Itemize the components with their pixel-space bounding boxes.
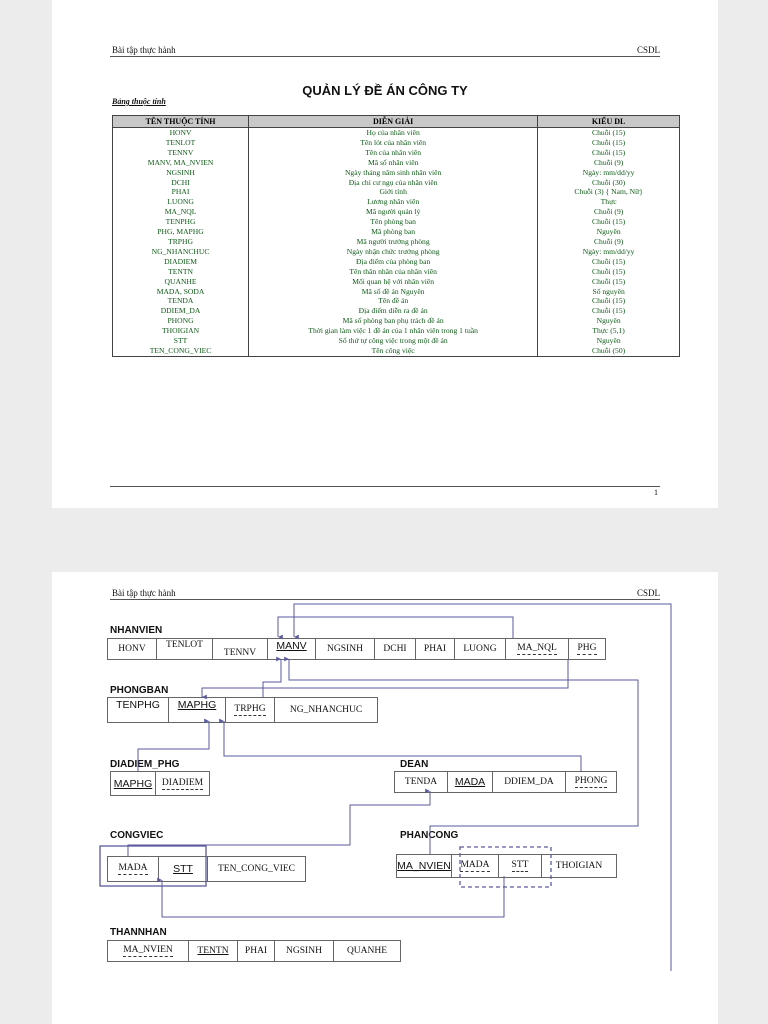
field-phg: PHG (577, 643, 597, 653)
datatype-cell: Chuỗi (9) (538, 207, 680, 217)
datatype-cell: Chuỗi (50) (538, 346, 680, 356)
entity-diadiem-phg (110, 771, 210, 796)
field-phong: PHONG (574, 776, 608, 786)
attribute-name-cell: MA_NQL (113, 207, 249, 217)
attribute-table (112, 115, 680, 357)
description-cell: Tên phòng ban (249, 217, 538, 227)
table-row (113, 178, 680, 188)
description-cell: Ngày nhận chức trưởng phòng (249, 247, 538, 257)
description-cell: Tên của nhân viên (249, 148, 538, 158)
field-dchi: DCHI (375, 639, 416, 659)
entity-name-nhanvien: NHANVIEN (110, 625, 163, 636)
field-stt: STT (511, 860, 529, 870)
table-row (113, 168, 680, 178)
description-cell: Lương nhân viên (249, 197, 538, 207)
datatype-cell: Ngày: mm/dd/yy (538, 247, 680, 257)
description-cell: Mã phòng ban (249, 227, 538, 237)
entity-name-phancong: PHANCONG (400, 830, 459, 841)
attribute-name-cell: QUANHE (113, 277, 249, 287)
field-quanhe: QUANHE (346, 946, 388, 956)
field-tenphg: TENPHG (108, 698, 169, 722)
entity-congviec (107, 856, 306, 882)
entity-thannhan (107, 940, 401, 962)
attribute-name-cell: TENDA (113, 296, 249, 306)
description-cell: Tên công việc (249, 346, 538, 356)
table-row (113, 296, 680, 306)
description-cell: Mã số phòng ban phụ trách đề án (249, 316, 538, 326)
description-cell: Mối quan hệ với nhân viên (249, 277, 538, 287)
header-rule (110, 56, 660, 57)
entity-name-dean: DEAN (400, 759, 429, 770)
table-row (113, 227, 680, 237)
attribute-name-cell: TRPHG (113, 237, 249, 247)
header-right: CSDL (636, 588, 660, 598)
table-caption: Bảng thuộc tính (112, 97, 166, 106)
field-tentn: TENTN (197, 946, 229, 956)
attribute-name-cell: HONV (113, 128, 249, 138)
table-row (113, 277, 680, 287)
table-row (113, 257, 680, 267)
entity-name-thannhan: THANNHAN (110, 927, 167, 938)
field-tenlot: TENLOT (157, 639, 213, 659)
entity-phancong (396, 854, 617, 878)
datatype-cell: Chuỗi (15) (538, 138, 680, 148)
attribute-name-cell: THOIGIAN (113, 326, 249, 336)
attribute-name-cell: PHG, MAPHG (113, 227, 249, 237)
datatype-cell: Chuỗi (3) { Nam, Nữ} (538, 187, 680, 197)
attribute-name-cell: MADA, SODA (113, 287, 249, 297)
datatype-cell: Chuỗi (9) (538, 237, 680, 247)
field-stt: STT (173, 863, 193, 875)
datatype-cell: Ngày: mm/dd/yy (538, 168, 680, 178)
field-thoigian: THOIGIAN (555, 861, 603, 871)
field-tennv: TENNV (213, 639, 268, 659)
description-cell: Địa điểm diễn ra đề án (249, 306, 538, 316)
table-row (113, 267, 680, 277)
description-cell: Số thứ tự công việc trong một đề án (249, 336, 538, 346)
attribute-name-cell: NGSINH (113, 168, 249, 178)
page-title: QUẢN LÝ ĐỀ ÁN CÔNG TY (302, 83, 468, 98)
table-row (113, 316, 680, 326)
attribute-name-cell: DDIEM_DA (113, 306, 249, 316)
entity-nhanvien (107, 638, 606, 660)
description-cell: Tên đề án (249, 296, 538, 306)
description-cell: Mã số đề án Nguyên (249, 287, 538, 297)
datatype-cell: Chuỗi (15) (538, 128, 680, 138)
description-cell: Địa chỉ cư ngụ của nhân viên (249, 178, 538, 188)
datatype-cell: Nguyên (538, 336, 680, 346)
attribute-name-cell: DCHI (113, 178, 249, 188)
column-header: KIỂU DL (538, 116, 680, 128)
attribute-name-cell: DIADIEM (113, 257, 249, 267)
attribute-table-body (113, 128, 680, 357)
datatype-cell: Chuỗi (30) (538, 178, 680, 188)
field-honv: HONV (108, 639, 157, 659)
datatype-cell: Số nguyên (538, 287, 680, 297)
table-row (113, 138, 680, 148)
table-row (113, 158, 680, 168)
datatype-cell: Chuỗi (9) (538, 158, 680, 168)
table-row (113, 217, 680, 227)
page-1 (52, 0, 718, 508)
description-cell: Ngày tháng năm sinh nhân viên (249, 168, 538, 178)
datatype-cell: Chuỗi (15) (538, 306, 680, 316)
datatype-cell: Chuỗi (15) (538, 277, 680, 287)
datatype-cell: Nguyên (538, 316, 680, 326)
table-row (113, 287, 680, 297)
datatype-cell: Chuỗi (15) (538, 296, 680, 306)
attribute-name-cell: NG_NHANCHUC (113, 247, 249, 257)
footer-rule (110, 486, 660, 487)
table-row (113, 306, 680, 316)
table-row (113, 336, 680, 346)
table-row (113, 128, 680, 138)
attribute-name-cell: STT (113, 336, 249, 346)
description-cell: Tên lót của nhân viên (249, 138, 538, 148)
header-rule (110, 599, 660, 600)
field-ng-nhanchuc: NG_NHANCHUC (289, 705, 363, 715)
field-diadiem: DIADIEM (161, 777, 204, 788)
entity-name-phongban: PHONGBAN (110, 685, 169, 696)
table-row (113, 346, 680, 356)
description-cell: Mã người trưởng phòng (249, 237, 538, 247)
table-row (113, 237, 680, 247)
attribute-name-cell: TENTN (113, 267, 249, 277)
field-ddiem-da: DDIEM_DA (493, 772, 566, 792)
attribute-name-cell: TENPHG (113, 217, 249, 227)
column-header: DIỄN GIẢI (249, 116, 538, 128)
attribute-name-cell: PHONG (113, 316, 249, 326)
field-mada: MADA (118, 863, 148, 873)
description-cell: Mã số nhân viên (249, 158, 538, 168)
page-number: 1 (654, 488, 658, 497)
attribute-name-cell: TENLOT (113, 138, 249, 148)
entity-name-diadiem-phg: DIADIEM_PHG (110, 759, 180, 770)
field-luong: LUONG (455, 639, 506, 659)
field-maphg: MAPHG (113, 777, 153, 790)
datatype-cell: Chuỗi (15) (538, 217, 680, 227)
entity-dean (394, 771, 617, 793)
attribute-name-cell: PHAI (113, 187, 249, 197)
attribute-name-cell: MANV, MA_NVIEN (113, 158, 249, 168)
field-phai: PHAI (416, 639, 455, 659)
field-ma-nvien: MA_NVIEN (123, 945, 173, 955)
datatype-cell: Chuỗi (15) (538, 257, 680, 267)
description-cell: Mã người quản lý (249, 207, 538, 217)
table-row (113, 187, 680, 197)
field-ma-nql: MA_NQL (517, 643, 557, 653)
datatype-cell: Chuỗi (15) (538, 148, 680, 158)
field-maphg: MAPHG (177, 699, 217, 711)
field-ngsinh: NGSINH (275, 941, 334, 961)
field-ngsinh: NGSINH (316, 639, 375, 659)
field-ma-nvien: MA_NVIEN (397, 860, 451, 872)
description-cell: Địa điểm của phòng ban (249, 257, 538, 267)
header-right: CSDL (636, 45, 660, 55)
datatype-cell: Nguyên (538, 227, 680, 237)
attribute-name-cell: TENNV (113, 148, 249, 158)
table-row (113, 247, 680, 257)
field-mada: MADA (460, 860, 490, 870)
field-mada: MADA (454, 776, 486, 788)
field-manv: MANV (276, 640, 307, 652)
attribute-name-cell: TEN_CONG_VIEC (113, 346, 249, 356)
field-ten-cong-viec: TEN_CONG_VIEC (217, 864, 296, 874)
table-row (113, 207, 680, 217)
header-left: Bài tập thực hành (112, 588, 176, 598)
entity-phongban (107, 697, 378, 723)
description-cell: Thời gian làm việc 1 đề án của 1 nhân viên trong 1 tuần (249, 326, 538, 336)
datatype-cell: Chuỗi (15) (538, 267, 680, 277)
table-row (113, 197, 680, 207)
entity-name-congviec: CONGVIEC (110, 830, 164, 841)
header-left: Bài tập thực hành (112, 45, 176, 55)
description-cell: Họ của nhân viên (249, 128, 538, 138)
field-trphg: TRPHG (234, 704, 266, 714)
field-tenda: TENDA (395, 772, 448, 792)
field-phai: PHAI (238, 941, 275, 961)
column-header: TÊN THUỘC TÍNH (113, 116, 249, 128)
datatype-cell: Thực (5,1) (538, 326, 680, 336)
table-row (113, 148, 680, 158)
description-cell: Giới tính (249, 187, 538, 197)
attribute-name-cell: LUONG (113, 197, 249, 207)
description-cell: Tên thân nhân của nhân viên (249, 267, 538, 277)
table-row (113, 326, 680, 336)
datatype-cell: Thực (538, 197, 680, 207)
